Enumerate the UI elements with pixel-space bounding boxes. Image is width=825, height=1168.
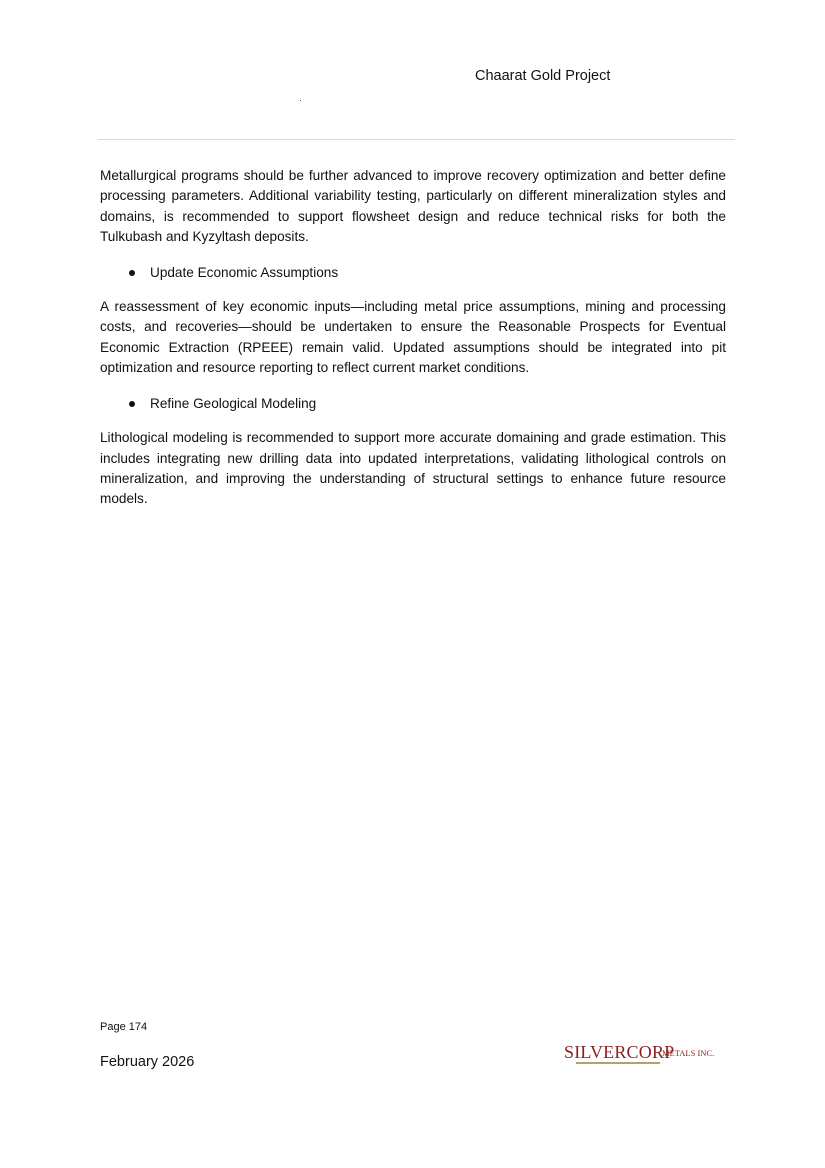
bullet-item-economic [100, 263, 726, 283]
logo-main-text: SILVERCORP [564, 1042, 675, 1062]
body-content [100, 166, 726, 510]
paragraph-geology: Lithological modeling is recommended to support more accurate domaining and grade estimation. This includes integrating new drilling data into updated interpretations, validating lithological controls on mineralization, and improving the understanding of structural settings to enhance future resource models. [100, 430, 726, 507]
paragraph-metallurgy: Metallurgical programs should be further advanced to improve recovery optimization and better define processing parameters. Additional variability testing, particularly on different mineralization styles and domains, is recommended to support flowsheet design and reduce technical risks for both the Tulkubash and Kyzyltash deposits. [100, 168, 726, 244]
footer-date: February 2026 [100, 1054, 195, 1070]
paragraph-economic: A reassessment of key economic inputs—including metal price assumptions, mining and processing costs, and recoveries—should be undertaken to ensure the Reasonable Prospects for Eventual Economic Extraction (RPEEE) remain valid. Updated assumptions should be integrated into pit optimization and resource reporting to reflect current market conditions. [100, 299, 726, 376]
header-divider [98, 139, 735, 140]
page-number: Page 174 [100, 1021, 148, 1033]
logo-underline [576, 1062, 660, 1064]
bullet-label: Refine Geological Modeling [150, 396, 317, 412]
silvercorp-logo [564, 1041, 724, 1067]
bullet-label: Update Economic Assumptions [150, 265, 339, 281]
logo-sub-text: METALS INC. [662, 1048, 715, 1058]
bullet-icon [129, 270, 135, 276]
bullet-icon [129, 401, 135, 407]
header-title: Chaarat Gold Project [475, 68, 611, 84]
header-artifact-dot [300, 100, 301, 101]
bullet-item-geology [100, 394, 726, 414]
